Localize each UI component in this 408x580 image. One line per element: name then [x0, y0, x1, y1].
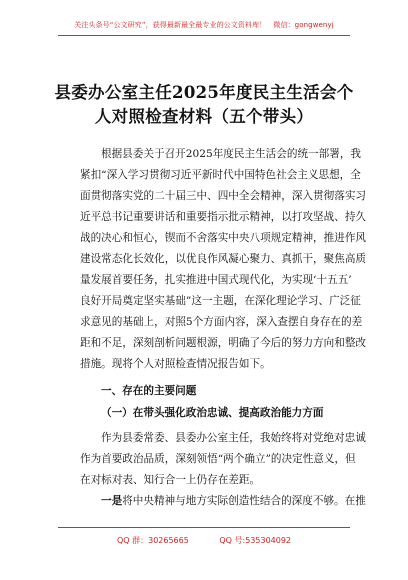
footer-divider — [58, 527, 350, 528]
intro-line-1: 根据县委关于召开2025年度民主生活会的统一部署，我 — [101, 148, 362, 160]
subsection-1-heading: （一）在带头强化政治忠诚、提高政治能力方面 — [101, 407, 324, 419]
footer — [0, 535, 408, 546]
header-banner: 关注头条号“公文研究”，获得最新最全最专业的公文资料库！ 微信：gongwenyj — [74, 21, 334, 29]
intro-line-6: 建设常态化长效化，以优良作风凝心聚力、真抓干，聚焦高质 — [80, 253, 367, 265]
intro-line-3: 面贯彻落实党的二十届三中、四中全会精神，深入贯彻落实习 — [80, 190, 367, 202]
para2-line-2: 作为首要政治品质，深刻领悟“两个确立”的决定性意义，但 — [80, 453, 356, 465]
para3-text: 将中央精神与地方实际创造性结合的深度不够。在推 — [122, 495, 366, 507]
para2-line-1: 作为县委常委、县委办公室主任，我始终将对党绝对忠诚 — [101, 432, 366, 444]
intro-line-11: 措施。现将个人对照检查情况报告如下。 — [80, 358, 271, 370]
intro-line-7: 量发展首要任务，扎实推进中国式现代化，为实现‘十五五’ — [80, 274, 352, 286]
para2-line-3: 在对标对表、知行合一上仍存在差距。 — [80, 474, 261, 486]
para3-line-1 — [101, 494, 366, 509]
intro-line-9: 求意见的基础上，对照5个方面内容，深入查摆自身存在的差 — [80, 316, 363, 328]
intro-line-5: 战的决心和恒心，锲而不舍落实中央八项规定精神，推进作风 — [80, 232, 367, 244]
intro-line-2: 紧扣“深入学习贯彻习近平新时代中国特色社会主义思想，全 — [80, 169, 361, 181]
intro-line-10: 距和不足，深刻剖析问题根源，明确了今后的努力方向和整改 — [80, 337, 367, 349]
document-title-line-1: 县委办公室主任2025年度民主生活会个 — [54, 83, 354, 102]
intro-line-8: 良好开局奠定坚实基础”这一主题，在深化理论学习、广泛征 — [80, 295, 361, 307]
document-title-line-2: 人对照检查材料（五个带头） — [94, 107, 314, 126]
footer-qq-number: QQ 号:535304092 — [219, 536, 292, 545]
header-divider — [58, 35, 350, 36]
para3-lead: 一是 — [101, 495, 123, 507]
section-1-heading: 一、存在的主要问题 — [101, 385, 197, 397]
footer-qq-group: QQ 群：30265665 — [116, 536, 189, 545]
intro-line-4: 近平总书记重要讲话和重要指示批示精神，以打攻坚战、持久 — [80, 211, 367, 223]
